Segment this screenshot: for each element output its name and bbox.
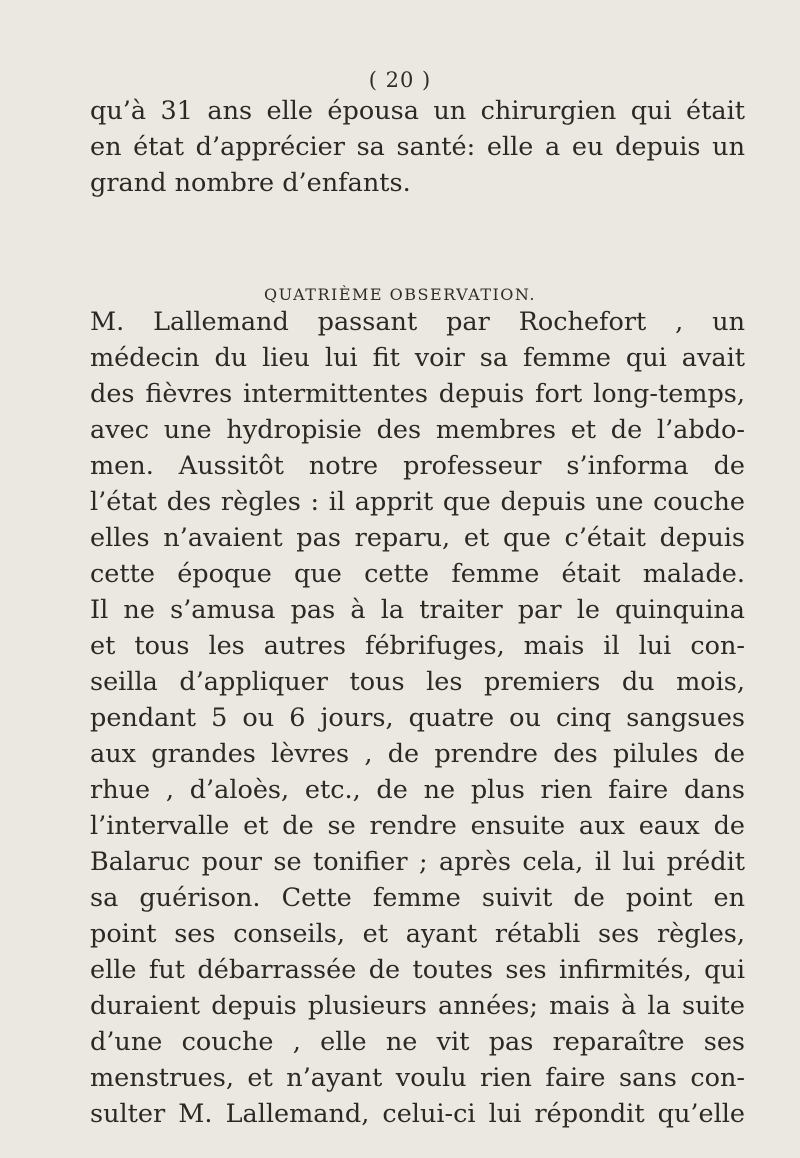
text-line: sulter M. Lallemand, celui-ci lui répondit qu’elle: [90, 1099, 745, 1129]
text-line: seilla d’appliquer tous les premiers du mois,: [90, 667, 745, 697]
text-line: point ses conseils, et ayant rétabli ses règles,: [90, 919, 745, 949]
text-line: M. Lallemand passant par Rochefort , un: [90, 307, 745, 337]
text-line: pendant 5 ou 6 jours, quatre ou cinq sangsues: [90, 703, 745, 733]
text-line: cette époque que cette femme était malade.: [90, 559, 745, 589]
text-line: menstrues, et n’ayant voulu rien faire sans con-: [90, 1063, 745, 1093]
text-line: grand nombre d’enfants.: [90, 168, 411, 198]
text-line: aux grandes lèvres , de prendre des pilules de: [90, 739, 745, 769]
text-line: Balaruc pour se tonifier ; après cela, il lui prédit: [90, 847, 745, 877]
page-number: ( 20 ): [368, 68, 432, 92]
text-line: l’état des règles : il apprit que depuis une couche: [90, 487, 745, 517]
text-line: Il ne s’amusa pas à la traiter par le quinquina: [90, 595, 745, 625]
text-line: rhue , d’aloès, etc., de ne plus rien faire dans: [90, 775, 745, 805]
text-line: l’intervalle et de se rendre ensuite aux eaux de: [90, 811, 745, 841]
text-line: avec une hydropisie des membres et de l’abdo-: [90, 415, 745, 445]
text-line: et tous les autres fébrifuges, mais il lui con-: [90, 631, 745, 661]
text-line: elles n’avaient pas reparu, et que c’était depuis: [90, 523, 745, 553]
text-line: en état d’apprécier sa santé: elle a eu depuis un: [90, 132, 745, 162]
section-heading: QUATRIÈME OBSERVATION.: [264, 285, 536, 304]
text-line: elle fut débarrassée de toutes ses infirmités, qui: [90, 955, 745, 985]
text-line: d’une couche , elle ne vit pas reparaître ses: [90, 1027, 745, 1057]
text-line: sa guérison. Cette femme suivit de point en: [90, 883, 745, 913]
text-line: men. Aussitôt notre professeur s’informa de: [90, 451, 745, 481]
text-line: qu’à 31 ans elle épousa un chirurgien qui était: [90, 96, 745, 126]
text-line: médecin du lieu lui fit voir sa femme qui avait: [90, 343, 745, 373]
text-line: des fièvres intermittentes depuis fort long-temps,: [90, 379, 745, 409]
text-line: duraient depuis plusieurs années; mais à la suite: [90, 991, 745, 1021]
